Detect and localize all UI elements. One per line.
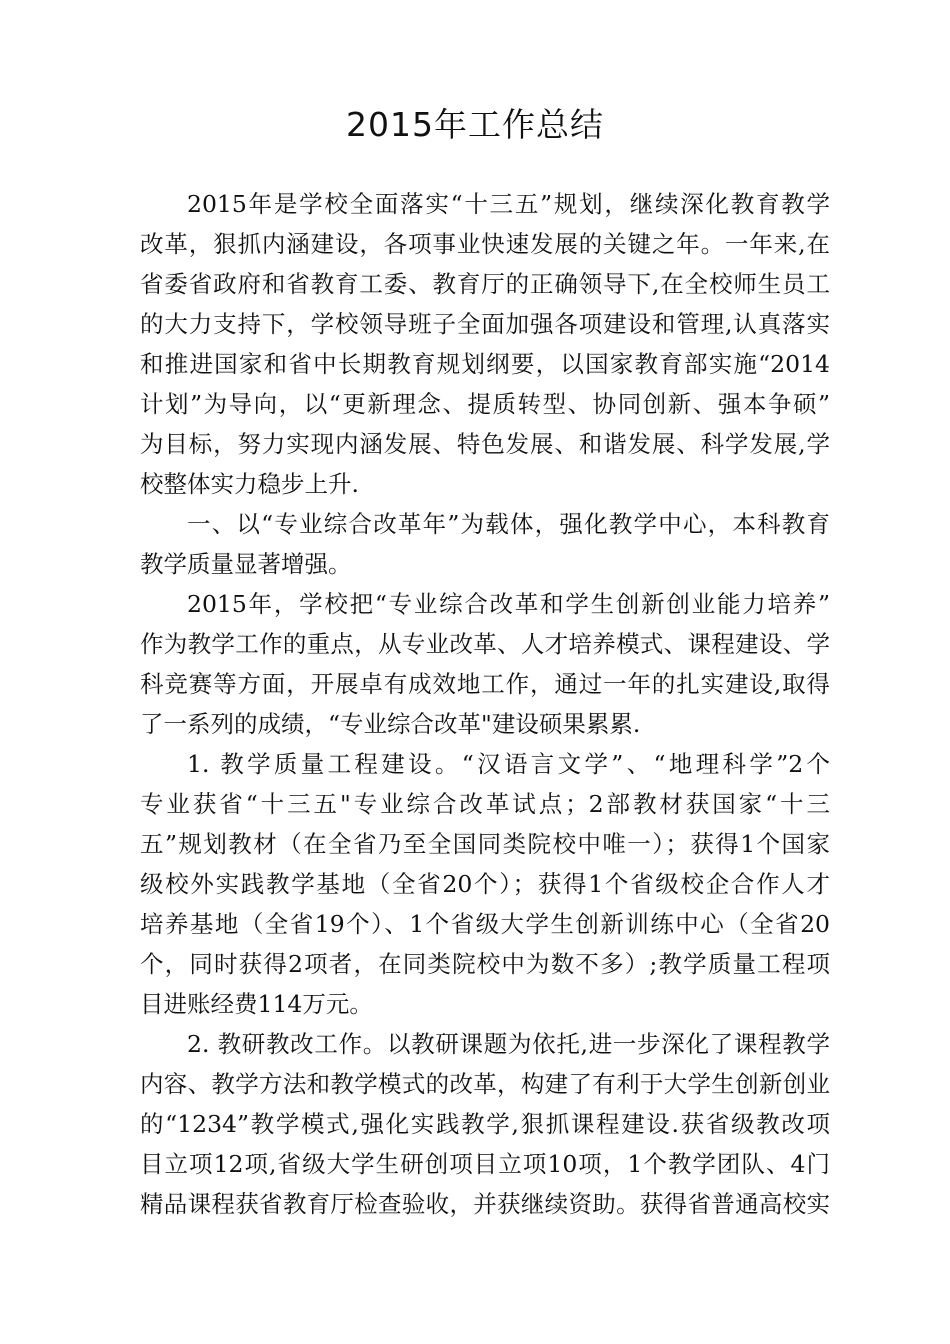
paragraph-line: 目立项12项,省级大学生研创项目立项10项，1个教学团队、4门: [140, 1150, 830, 1178]
paragraph-line: 培养基地（全省19个）、1个省级大学生创新训练中心（全省20: [140, 910, 830, 938]
paragraph-line: 精品课程获省教育厅检查验收，并获继续资助。获得省普通高校实: [140, 1190, 830, 1218]
paragraph-line: 改革，狠抓内涵建设，各项事业快速发展的关键之年。一年来,在: [140, 230, 830, 258]
paragraph-line: 的大力支持下，学校领导班子全面加强各项建设和管理,认真落实: [140, 310, 830, 338]
paragraph-line: 2015年，学校把“专业综合改革和学生创新创业能力培养”: [187, 590, 830, 618]
paragraph-line: 级校外实践教学基地（全省20个）；获得1个省级校企合作人才: [140, 870, 830, 898]
paragraph-line: 省委省政府和省教育工委、教育厅的正确领导下,在全校师生员工: [140, 270, 830, 298]
paragraph-line: 内容、教学方法和教学模式的改革，构建了有利于大学生创新创业: [140, 1070, 830, 1098]
paragraph-line: 目进账经费114万元。: [140, 990, 373, 1018]
paragraph-line: 计划”为导向，以“更新理念、提质转型、协同创新、强本争硕”: [140, 390, 830, 418]
paragraph-line: 2015年是学校全面落实“十三五”规划，继续深化教育教学: [187, 190, 830, 218]
paragraph-line: 为目标，努力实现内涵发展、特色发展、和谐发展、科学发展,学: [140, 430, 830, 458]
paragraph-line: 五”规划教材（在全省乃至全国同类院校中唯一）；获得1个国家: [140, 830, 830, 858]
paragraph-line: 作为教学工作的重点，从专业改革、人才培养模式、课程建设、学: [140, 630, 830, 658]
paragraph-line: 的“1234”教学模式,强化实践教学,狠抓课程建设.获省级教改项: [140, 1110, 830, 1138]
paragraph-line: 和推进国家和省中长期教育规划纲要，以国家教育部实施“2014: [140, 350, 830, 378]
paragraph-line: 校整体实力稳步上升.: [140, 470, 359, 498]
paragraph-line: 2. 教研教改工作。以教研课题为依托,进一步深化了课程教学: [187, 1030, 830, 1058]
section-heading-line: 一、以“专业综合改革年”为载体，强化教学中心，本科教育: [187, 510, 830, 538]
paragraph-line: 1. 教学质量工程建设。“汉语言文学”、“地理科学”2个: [187, 750, 830, 778]
paragraph-line: 个，同时获得2项者，在同类院校中为数不多）;教学质量工程项: [140, 950, 830, 978]
paragraph-line: 科竞赛等方面，开展卓有成效地工作，通过一年的扎实建设,取得: [140, 670, 830, 698]
paragraph-line: 了一系列的成绩，“专业综合改革"建设硕果累累.: [140, 710, 641, 738]
document-title: 2015年工作总结: [346, 105, 604, 144]
paragraph-line: 专业获省“十三五"专业综合改革试点；2部教材获国家“十三: [140, 790, 830, 818]
section-heading-line: 教学质量显著增强。: [140, 550, 352, 578]
